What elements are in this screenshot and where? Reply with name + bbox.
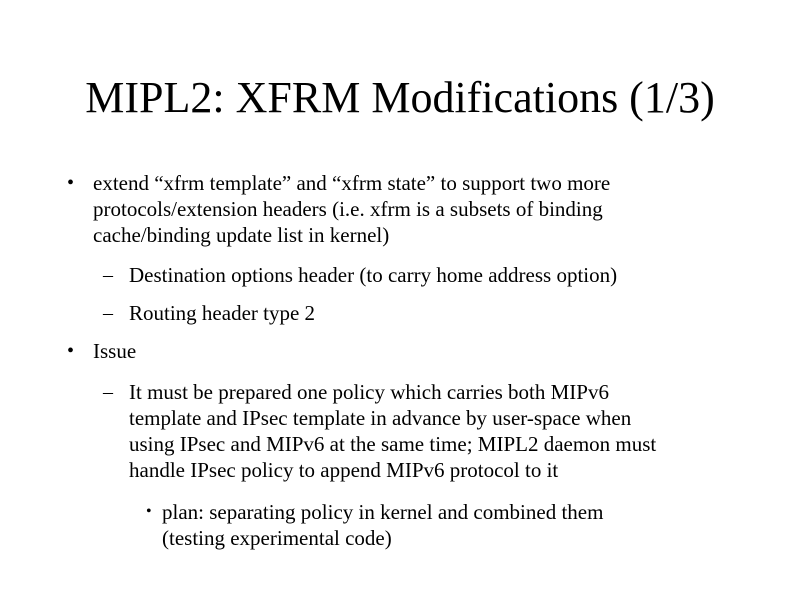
- bullet-dot-icon: •: [67, 172, 75, 194]
- bullet-text-line: Issue: [93, 339, 137, 363]
- bullet-text-line: extend “xfrm template” and “xfrm state” to support two more: [93, 171, 611, 195]
- bullet-dash-icon: –: [103, 264, 113, 286]
- sub-bullet-text-line: template and IPsec template in advance by user-space when: [129, 406, 632, 430]
- bullet-dash-icon: –: [103, 302, 113, 324]
- bullet-item-issue: [67, 338, 767, 364]
- sub-bullet-text-line: handle IPsec policy to append MIPv6 protocol to it: [129, 458, 559, 482]
- sub-bullet-text-line: It must be prepared one policy which carries both MIPv6: [129, 380, 609, 404]
- bullet-text-line: protocols/extension headers (i.e. xfrm is a subsets of binding: [93, 197, 603, 221]
- sub-bullet-destination-options: [103, 262, 783, 288]
- bullet-small-dot-icon: •: [146, 503, 152, 520]
- bullet-text-line: cache/binding update list in kernel): [93, 223, 390, 247]
- sub-bullet-text-line: using IPsec and MIPv6 at the same time; MIPL2 daemon must: [129, 432, 657, 456]
- sub-bullet-text: Routing header type 2: [129, 301, 316, 325]
- slide-title: MIPL2: XFRM Modifications (1/3): [85, 73, 715, 122]
- bullet-item-extend-xfrm: [67, 170, 767, 250]
- sub-sub-bullet-text-line: (testing experimental code): [162, 526, 392, 550]
- bullet-dash-icon: –: [103, 381, 113, 403]
- sub-sub-bullet-text-line: plan: separating policy in kernel and combined them: [162, 500, 604, 524]
- bullet-dot-icon: •: [67, 340, 75, 362]
- sub-bullet-policy-issue: [103, 379, 793, 483]
- sub-bullet-text: Destination options header (to carry home address option): [129, 263, 618, 287]
- sub-sub-bullet-plan: [146, 499, 786, 551]
- sub-bullet-routing-header: [103, 300, 783, 326]
